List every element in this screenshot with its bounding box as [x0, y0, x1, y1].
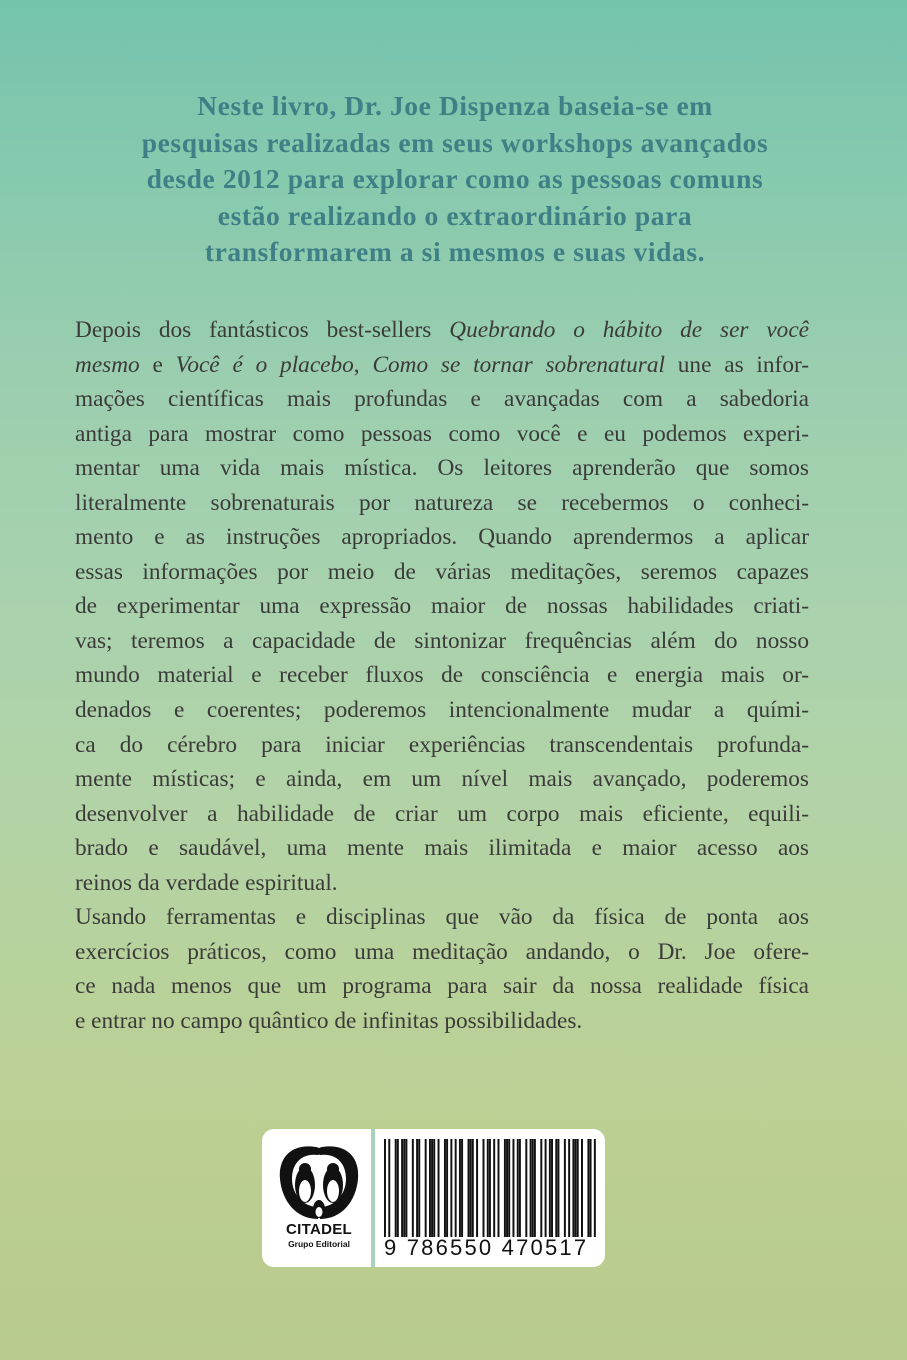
barcode-bar — [575, 1139, 577, 1237]
barcode-bar — [532, 1139, 534, 1237]
blurb-line: desde 2012 para explorar como as pessoas comuns — [146, 163, 764, 194]
barcode-bar — [418, 1139, 420, 1237]
barcode-bar — [438, 1139, 440, 1237]
barcode-bar — [497, 1139, 499, 1237]
description-line — [75, 313, 809, 348]
barcode-bar — [551, 1139, 553, 1237]
description-line: mundo material e receber fluxos de consciência e energia mais or- — [75, 662, 809, 689]
barcode-bar — [446, 1139, 448, 1237]
description-line: antiga para mostrar como pessoas como você e eu podemos experi- — [75, 420, 809, 447]
barcode-bar — [493, 1139, 495, 1237]
description-line: e entrar no campo quântico de infinitas possibilidades. — [75, 1007, 583, 1034]
barcode-bar — [405, 1139, 407, 1237]
barcode-bar — [508, 1139, 510, 1237]
barcode-bar — [397, 1139, 399, 1237]
barcode-bar — [534, 1139, 536, 1237]
barcode-bar — [403, 1139, 405, 1237]
barcode-bar — [444, 1139, 446, 1237]
barcode-bar — [594, 1139, 596, 1237]
description-line: ce nada menos que um programa para sair da nossa realidade física — [75, 973, 809, 1000]
barcode-bar — [504, 1139, 506, 1237]
publisher-logo — [274, 1139, 364, 1261]
barcode-bar — [395, 1139, 397, 1237]
barcode-bar — [557, 1139, 559, 1237]
penguins-logo-icon — [274, 1139, 364, 1223]
description-line: exercícios práticos, como uma meditação andando, o Dr. Joe ofere- — [75, 938, 809, 965]
publisher-subtitle: Grupo Editorial — [288, 1239, 350, 1249]
card-divider — [371, 1129, 375, 1267]
barcode-bar — [459, 1139, 461, 1237]
description-line: Usando ferramentas e disciplinas que vão da física de ponta aos — [75, 904, 809, 931]
barcode-card — [262, 1129, 605, 1267]
barcode-bar — [525, 1139, 527, 1237]
text: e — [139, 351, 176, 378]
barcode-bar — [476, 1139, 478, 1237]
book-title-placebo: Você é o placebo — [175, 351, 354, 378]
description-line: essas informações por meio de várias meditações, seremos capazes — [75, 558, 809, 585]
publisher-name: CITADEL — [286, 1221, 352, 1238]
book-title-quebrando-end: mesmo — [75, 351, 140, 378]
blurb-line: transformarem a si mesmos e suas vidas. — [204, 236, 706, 267]
description-line: mento e as instruções apropriados. Quando aprendermos a aplicar — [75, 524, 809, 551]
barcode-bar — [384, 1139, 386, 1237]
description-line: mações científicas mais profundas e avançadas com a sabedoria — [75, 386, 809, 413]
description-line: vas; teremos a capacidade de sintonizar frequências além do nosso — [75, 627, 809, 654]
barcode-bar — [549, 1139, 551, 1237]
text: , — [353, 351, 373, 378]
barcode-bar — [506, 1139, 508, 1237]
barcode-bar — [555, 1139, 557, 1237]
description-line: ca do cérebro para iniciar experiências transcendentais profunda- — [75, 731, 809, 758]
barcode-bar — [388, 1139, 390, 1237]
barcode-bar — [519, 1139, 521, 1237]
barcode-bar — [577, 1139, 579, 1237]
barcode-bar — [590, 1139, 592, 1237]
barcode-bar — [429, 1139, 431, 1237]
blurb-line: Neste livro, Dr. Joe Dispenza baseia-se em — [197, 90, 713, 121]
barcode-bar — [455, 1139, 457, 1237]
isbn-number: 9 786550 470517 — [384, 1235, 589, 1260]
barcode-bar — [461, 1139, 463, 1237]
blurb-line: estão realizando o extraordinário para — [217, 199, 693, 231]
description-line: denados e coerentes; poderemos intencionalmente mudar a quími- — [75, 697, 809, 724]
barcode-bar — [470, 1139, 472, 1237]
barcode-bar — [483, 1139, 485, 1237]
text: une as infor- — [664, 351, 810, 378]
barcode-bar — [545, 1139, 547, 1237]
barcode-bar — [512, 1139, 514, 1237]
barcode-bar — [401, 1139, 403, 1237]
barcode-bar — [412, 1139, 414, 1237]
barcode-bar — [472, 1139, 474, 1237]
isbn-barcode — [384, 1139, 596, 1237]
barcode-bar — [572, 1139, 574, 1237]
barcode-bar — [587, 1139, 589, 1237]
description-line: desenvolver a habilidade de criar um corpo mais eficiente, equili- — [75, 800, 809, 827]
barcode-bar — [530, 1139, 532, 1237]
barcode-bar — [416, 1139, 418, 1237]
barcode-bar — [487, 1139, 489, 1237]
barcode-bar — [581, 1139, 583, 1237]
book-description — [75, 313, 809, 1038]
barcode-bar — [540, 1139, 542, 1237]
description-line: mentar uma vida mais mística. Os leitores aprenderão que somos — [75, 455, 809, 482]
back-cover-blurb — [110, 88, 800, 271]
book-title-sobrenatural: Como se tornar sobrenatural — [372, 351, 665, 378]
book-title-quebrando: Quebrando o hábito de ser você — [449, 317, 810, 343]
description-line: mente místicas; e ainda, em um nível mais avançado, poderemos — [75, 766, 809, 793]
barcode-bar — [425, 1139, 427, 1237]
barcode-bar — [564, 1139, 566, 1237]
barcode-bar — [468, 1139, 470, 1237]
barcode-bar — [431, 1139, 433, 1237]
blurb-line: pesquisas realizadas em seus workshops avançados — [141, 126, 769, 158]
barcode-bar — [433, 1139, 435, 1237]
description-line — [75, 348, 809, 383]
description-line: brado e saudável, uma mente mais ilimitada e maior acesso aos — [75, 835, 809, 862]
description-line: reinos da verdade espiritual. — [75, 869, 338, 896]
barcode-bar — [489, 1139, 491, 1237]
barcode-bar — [568, 1139, 570, 1237]
description-line: literalmente sobrenaturais por natureza se recebermos o conheci- — [75, 489, 809, 516]
text: Depois dos fantásticos best-sellers — [75, 317, 450, 343]
barcode-bar — [450, 1139, 452, 1237]
barcode-bar — [517, 1139, 519, 1237]
description-line: de experimentar uma expressão maior de nossas habilidades criati- — [75, 593, 809, 620]
